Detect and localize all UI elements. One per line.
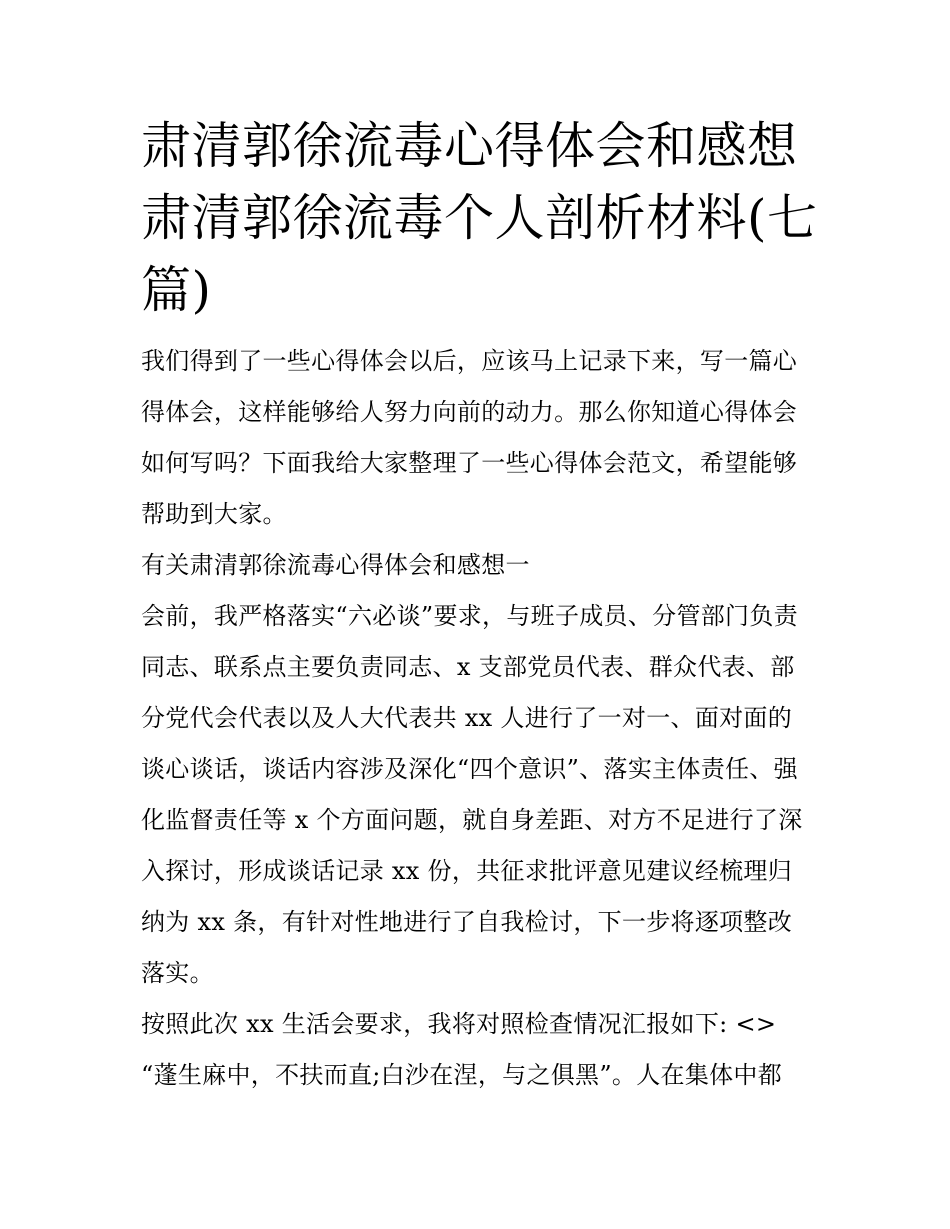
section-heading (141, 540, 816, 591)
section-heading-text: 有关肃清郭徐流毒心得体会和感想一 (141, 551, 530, 579)
quote-paragraph (141, 1050, 816, 1101)
body-line: 谈心谈话，谈话内容涉及深化“四个意识”、落实主体责任、强 (141, 755, 798, 783)
intro-line: 得体会，这样能够给人努力向前的动力。那么你知道心得体会 (141, 398, 798, 426)
intro-paragraph (141, 336, 816, 540)
body-line: 分党代会代表以及人大代表共 xx 人进行了一对一、面对面的 (141, 704, 793, 732)
document-title (141, 110, 816, 326)
body-line: 会前，我严格落实“六必谈”要求，与班子成员、分管部门负责 (141, 602, 798, 630)
body-line: 同志、联系点主要负责同志、x 支部党员代表、群众代表、部 (141, 653, 795, 681)
report-paragraph (141, 999, 816, 1050)
title-line-1: 肃清郭徐流毒心得体会和感想 (141, 117, 798, 175)
intro-line: 帮助到大家。 (141, 500, 287, 528)
intro-line: 我们得到了一些心得体会以后，应该马上记录下来，写一篇心 (141, 347, 798, 375)
title-line-3: 篇) (141, 261, 212, 319)
body-line: 纳为 xx 条，有针对性地进行了自我检讨，下一步将逐项整改 (141, 908, 793, 936)
intro-line: 如何写吗？下面我给大家整理了一些心得体会范文，希望能够 (141, 449, 798, 477)
body-paragraph (141, 591, 816, 999)
report-line: 按照此次 xx 生活会要求，我将对照检查情况汇报如下: <> (141, 1010, 777, 1038)
body-line: 落实。 (141, 959, 214, 987)
body-line: 入探讨，形成谈话记录 xx 份，共征求批评意见建议经梳理归 (141, 857, 793, 885)
body-line: 化监督责任等 x 个方面问题，就自身差距、对方不足进行了深 (141, 806, 803, 834)
quote-line: “蓬生麻中，不扶而直;白沙在涅，与之俱黑”。人在集体中都 (141, 1061, 783, 1089)
title-line-2: 肃清郭徐流毒个人剖析材料(七 (141, 189, 818, 247)
document-content (141, 110, 816, 1101)
